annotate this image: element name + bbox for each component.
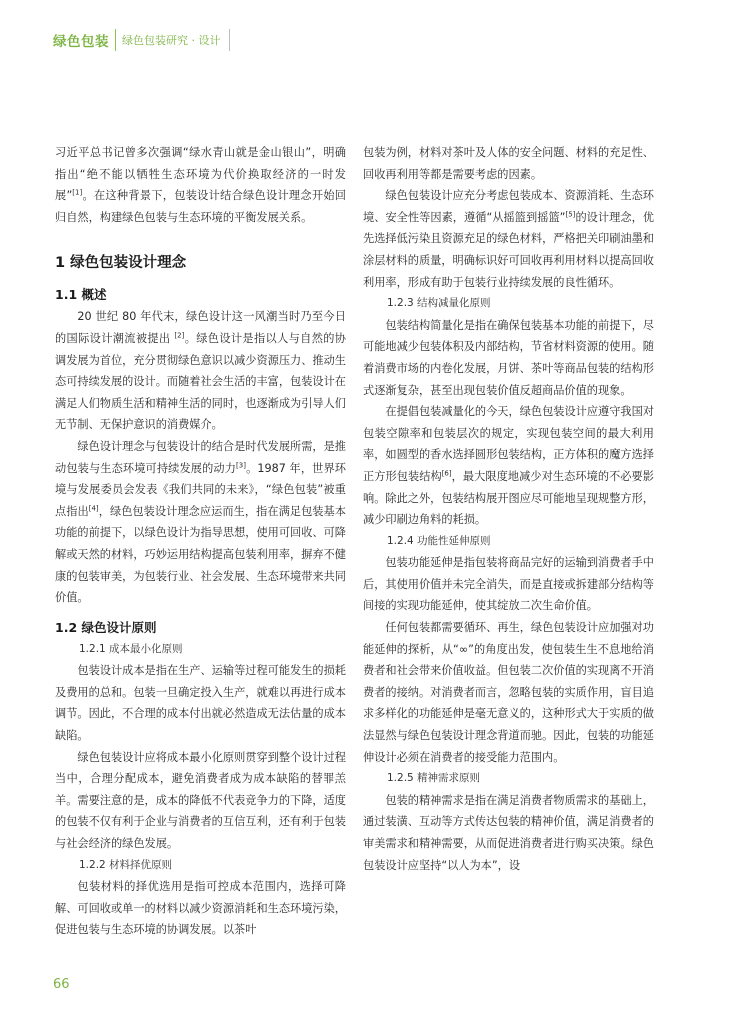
subsection-heading-1-2: 1.2 绿色设计原则: [55, 619, 157, 635]
paragraph: 任何包装都需要循环、再生，绿色包装设计应加强对功能延伸的探析，从“∞”的角度出发，使包装生生不息地给消费者和社会带来价值收益。但包装二次价值的实现离不开消费者的接纳。对消费者而言，忽略包装的实质作用，盲目追求多样化的功能延伸是毫无意义的，这种形式大于实质的做法显然与绿色包装设计理念背道而驰。因此，包装的功能延伸设计必须在消费者的接受能力范围内。: [363, 621, 654, 764]
left-column: [55, 142, 346, 941]
page-header: [53, 28, 230, 52]
section-label: 绿色包装研究 · 设计: [122, 34, 221, 47]
paragraph: 绿色包装设计应充分考虑包装成本、资源消耗、生态环境、安全性等因素，遵循“从摇篮到摇篮”[5]的设计理念，优先选择低污染且资源充足的绿色材料，严格把关印刷油墨和涂层材料的质量，明确标识好可回收再利用材料以提高回收利用率，形成有助于包装行业持续发展的良性循环。: [363, 189, 654, 289]
citation: [4]: [88, 503, 99, 512]
paragraph: 20 世纪 80 年代末，绿色设计这一风潮当时乃至今日的国际设计潮流被提出 [2]。绿色设计是指以人与自然的协调发展为首位，充分贯彻绿色意识以减少资源压力、推动生态可持续发展的设计。而随着社会生活的丰富，包装设计在满足人们物质生活和精神生活的同时，也逐渐成为引导人们无节制、无保护意识的消费媒介。: [55, 310, 346, 432]
subsubsection-heading-1-2-2: 1.2.2 材料择优原则: [79, 858, 173, 871]
paragraph: 在提倡包装减量化的今天，绿色包装设计应遵守我国对包装空隙率和包装层次的规定，实现包装空间的最大利用率，如圆型的香水选择圆形包装结构，正方体积的魔方选择正方形包装结构[6]，最大限度地减少对生态环境的不必要影响。除此之外，包装结构展开图应尽可能地呈现规整方形，减少印刷边角料的耗损。: [363, 405, 654, 527]
subsubsection-heading-1-2-5: 1.2.5 精神需求原则: [387, 772, 481, 785]
paragraph: 包装材料的择优选用是指可控成本范围内，选择可降解、可回收或单一的材料以减少资源消耗和生态环境污染，促进包装与生态环境的协调发展。以茶叶: [55, 880, 346, 937]
paragraph: 包装功能延伸是指包装将商品完好的运输到消费者手中后，其使用价值并未完全消失，而是直接或拆建部分结构等间接的实现功能延伸，使其绽放二次生命价值。: [363, 556, 654, 613]
paragraph: 绿色包装设计应将成本最小化原则贯穿到整个设计过程当中，合理分配成本，避免消费者成为成本缺陷的替罪羔羊。需要注意的是，成本的降低不代表竞争力的下降，适度的包装不仅有利于企业与消费者的互信互利，还有利于包装与社会经济的绿色发展。: [55, 750, 346, 851]
citation: [5]: [565, 210, 576, 219]
section-heading-1: 1 绿色包装设计理念: [55, 255, 187, 272]
paragraph: 包装设计成本是指在生产、运输等过程可能发生的损耗及费用的总和。包装一旦确定投入生产，就难以再进行成本调节。因此，不合理的成本付出就必然造成无法估量的成本缺陷。: [55, 664, 346, 743]
citation: [1]: [72, 188, 83, 197]
citation: [2]: [174, 331, 185, 340]
citation: [6]: [441, 469, 452, 478]
header-divider: [115, 29, 116, 51]
right-column: [363, 142, 654, 876]
journal-logo: 绿色包装: [53, 34, 109, 50]
citation: [3]: [236, 460, 246, 469]
subsection-heading-1-1: 1.1 概述: [55, 287, 107, 303]
paragraph: 绿色设计理念与包装设计的结合是时代发展所需，是推动包装与生态环境可持续发展的动力[3]。1987 年，世界环境与发展委员会发表《我们共同的未来》，“绿色包装”被重点指出[4]，绿色包装设计理念应运而生，指在满足包装基本功能的前提下，以绿色设计为指导思想，使用可回收、可降解或天然的材料，巧妙运用结构提高包装利用率，摒弃不健康的包装审美，为包装行业、社会发展、生态环境带来共同价值。: [55, 439, 346, 605]
paragraph: 包装为例，材料对茶叶及人体的安全问题、材料的充足性、回收再利用等都是需要考虑的因素。: [363, 146, 654, 181]
subsubsection-heading-1-2-4: 1.2.4 功能性延伸原则: [387, 534, 491, 547]
subsubsection-heading-1-2-3: 1.2.3 结构减量化原则: [387, 297, 491, 310]
header-divider-end: [229, 29, 230, 51]
page-number: 66: [53, 977, 70, 992]
paragraph: 包装的精神需求是指在满足消费者物质需求的基础上，通过装潢、互动等方式传达包装的精神价值，满足消费者的审美需求和精神需要，从而促进消费者进行购买决策。绿色包装设计应坚持“以人为本”，设: [363, 793, 654, 872]
subsubsection-heading-1-2-1: 1.2.1 成本最小化原则: [79, 642, 183, 655]
paragraph: 包装结构简量化是指在确保包装基本功能的前提下，尽可能地减少包装体积及内部结构，节省材料资源的使用。随着消费市场的内卷化发展，月饼、茶叶等商品包装的结构形式逐渐复杂，甚至出现包装价值反超商品价值的现象。: [363, 318, 654, 397]
intro-paragraph: 习近平总书记曾多次强调“绿水青山就是金山银山”，明确指出“绝不能以牺牲生态环境为代价换取经济的一时发展”[1]。在这种背景下，包装设计结合绿色设计理念开始回归自然，构建绿色包装与生态环境的平衡发展关系。: [55, 146, 346, 224]
